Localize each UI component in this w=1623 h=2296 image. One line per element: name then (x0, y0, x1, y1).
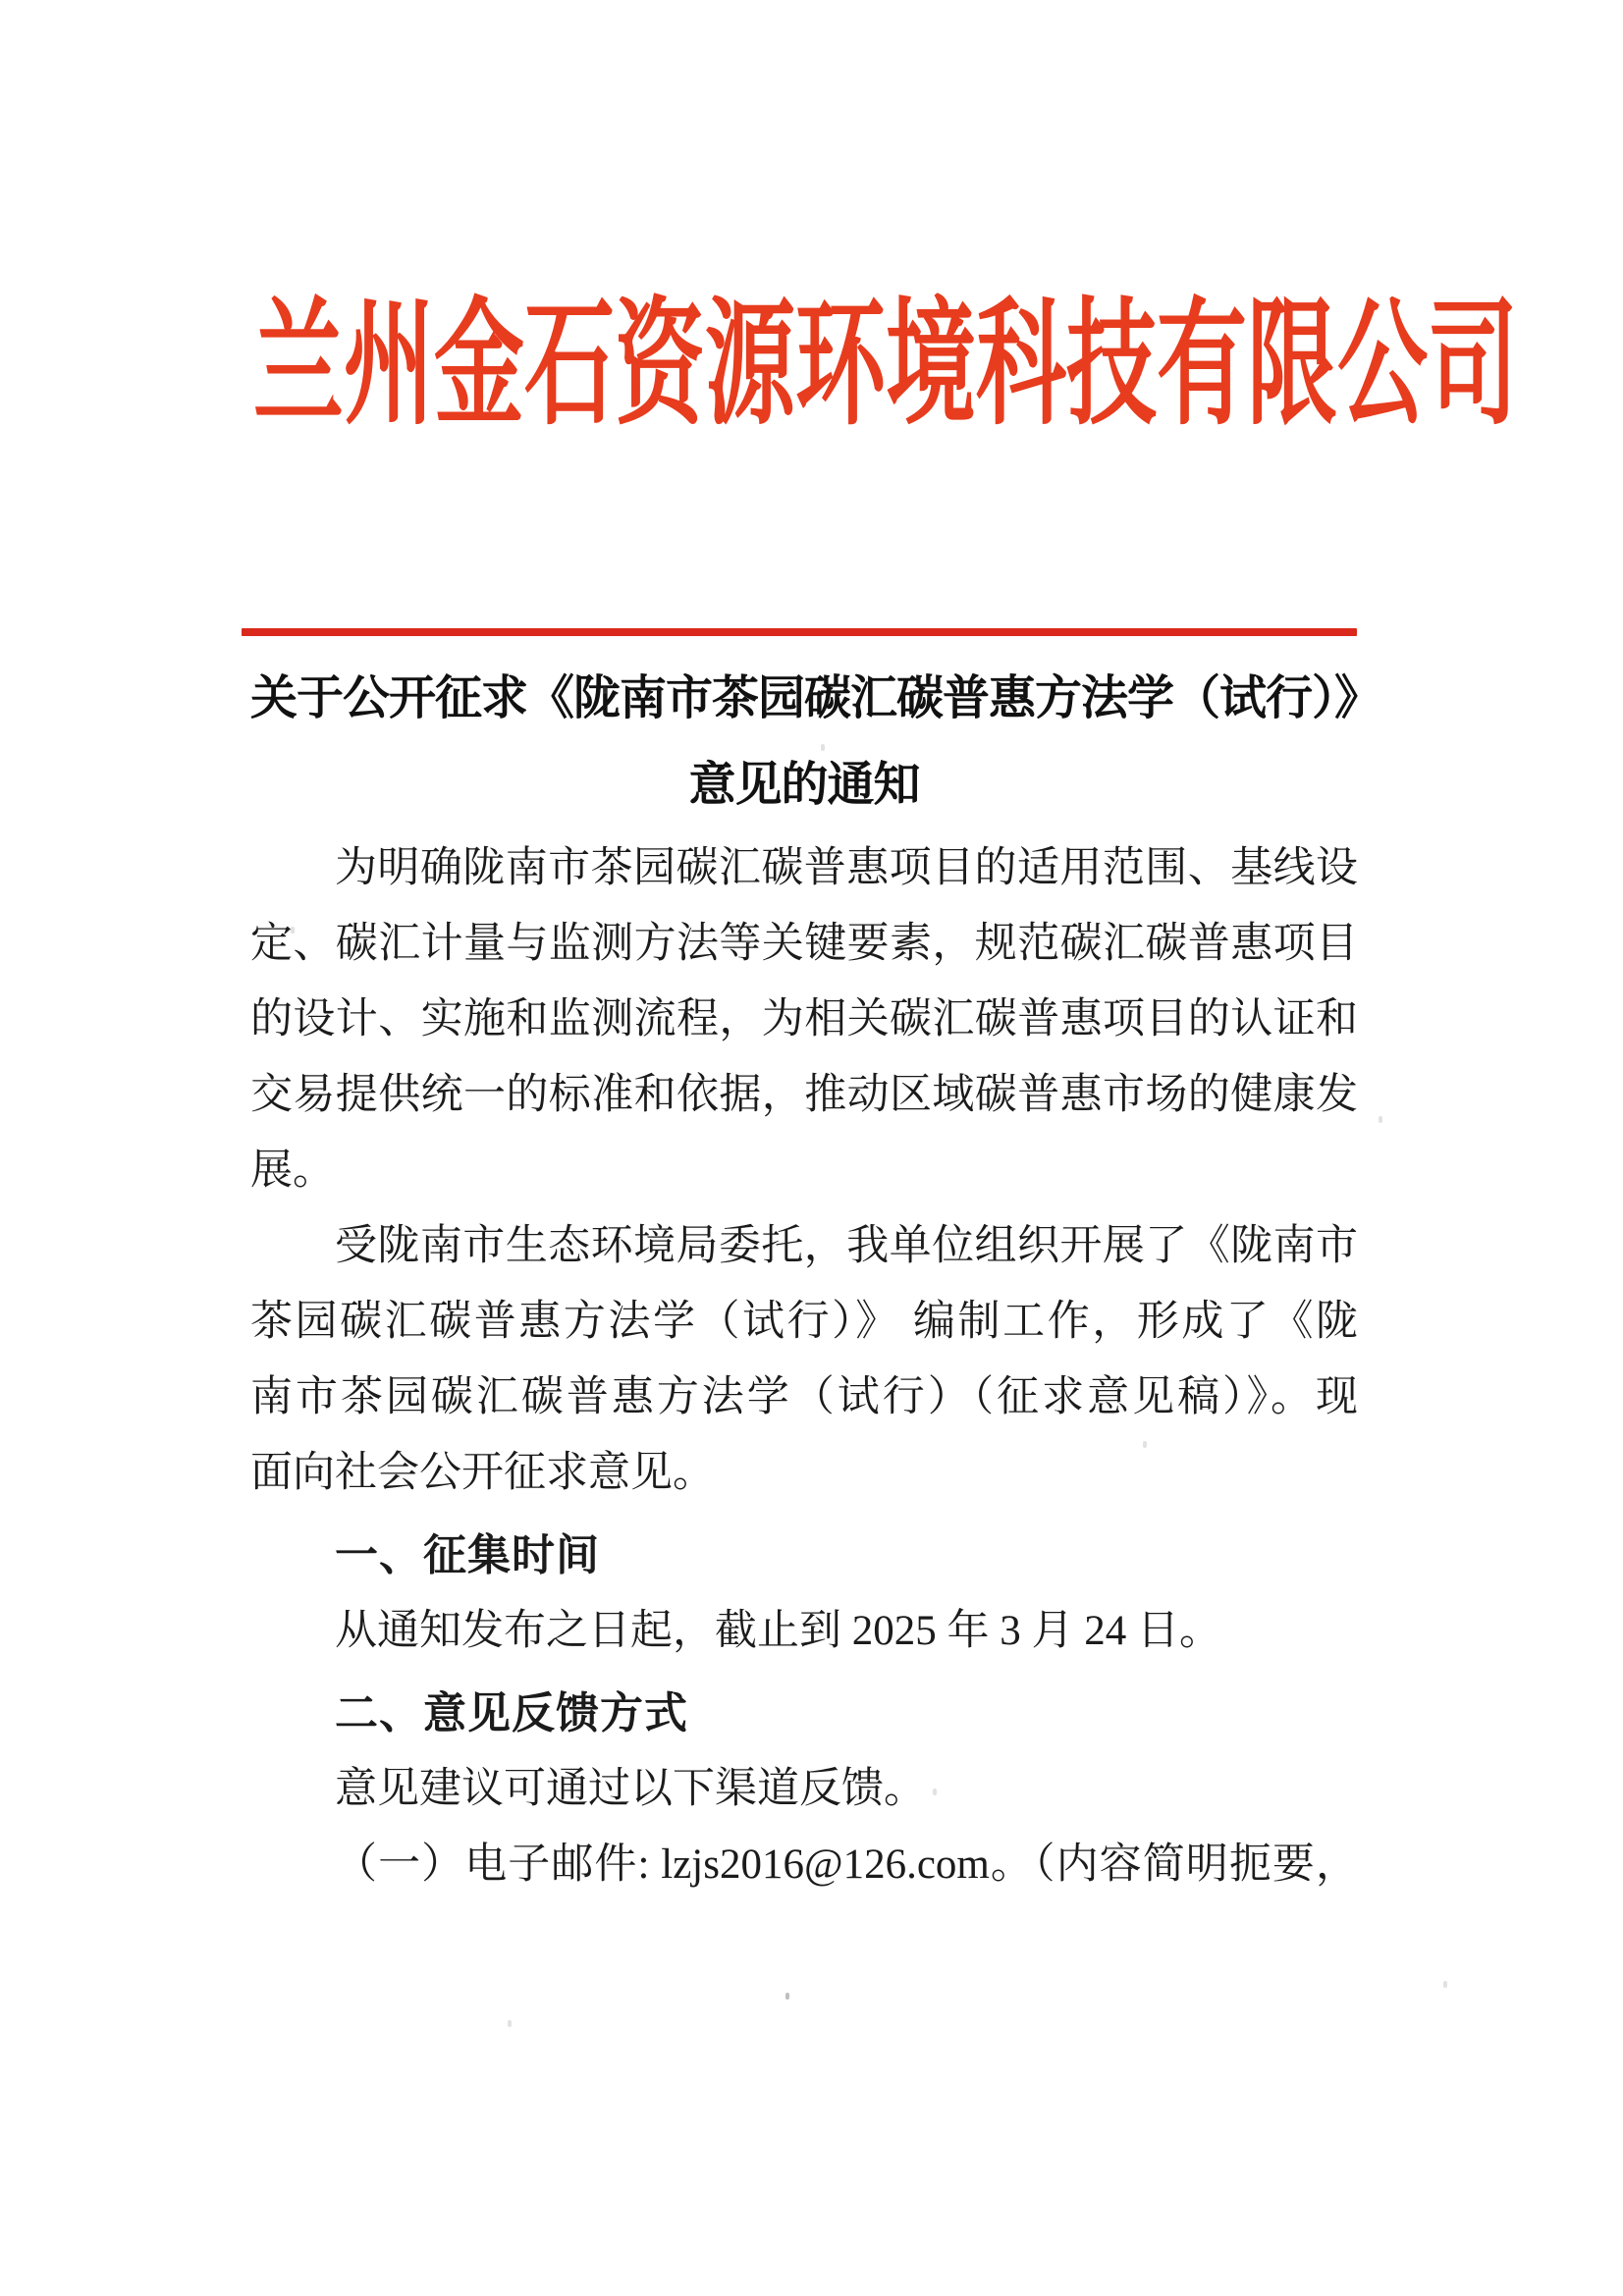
body-line: 从通知发布之日起，截止到 2025 年 3 月 24 日。 (335, 1608, 1221, 1654)
body-line: 南市茶园碳汇碳普惠方法学（试行）（征求意见稿）》。现 (250, 1374, 1358, 1420)
body-line: 定、碳汇计量与监测方法等关键要素，规范碳汇碳普惠项目 (250, 921, 1358, 967)
section-heading: 二、意见反馈方式 (335, 1689, 688, 1737)
body-line: 意见建议可通过以下渠道反馈。 (335, 1766, 926, 1812)
company-letterhead: 兰州金石资源环境科技有限公司 (253, 289, 1519, 442)
scan-speck (291, 927, 295, 934)
scan-speck (933, 1789, 937, 1795)
body-line: 为明确陇南市茶园碳汇碳普惠项目的适用范围、基线设 (335, 845, 1358, 891)
scan-speck (603, 687, 607, 694)
document-title-line2: 意见的通知 (688, 759, 920, 811)
section-heading: 一、征集时间 (335, 1531, 600, 1579)
body-line: 的设计、实施和监测流程，为相关碳汇碳普惠项目的认证和 (250, 996, 1358, 1042)
letterhead-divider-rule (242, 628, 1357, 636)
scan-speck (821, 744, 825, 751)
body-line: 面向社会公开征求意见。 (250, 1450, 715, 1496)
document-title (250, 656, 1381, 828)
scan-speck (1443, 1981, 1447, 1988)
scan-speck (508, 2020, 512, 2027)
body-line: 茶园碳汇碳普惠方法学（试行）》 编制工作，形成了《陇 (250, 1299, 1358, 1345)
body-line: 交易提供统一的标准和依据，推动区域碳普惠市场的健康发 (250, 1072, 1358, 1118)
body-line: 受陇南市生态环境局委托，我单位组织开展了《陇南市 (335, 1223, 1358, 1269)
scan-speck (1143, 1441, 1147, 1448)
document-body (250, 830, 1358, 1902)
body-line: （一）电子邮件: lzjs2016@126.com。（内容简明扼要， (335, 1842, 1358, 1888)
body-line: 展。 (250, 1148, 335, 1194)
scan-speck (785, 1993, 789, 2000)
document-title-line1: 关于公开征求《陇南市茶园碳汇碳普惠方法学（试行）》 (250, 672, 1381, 724)
scan-speck (1379, 1116, 1382, 1123)
